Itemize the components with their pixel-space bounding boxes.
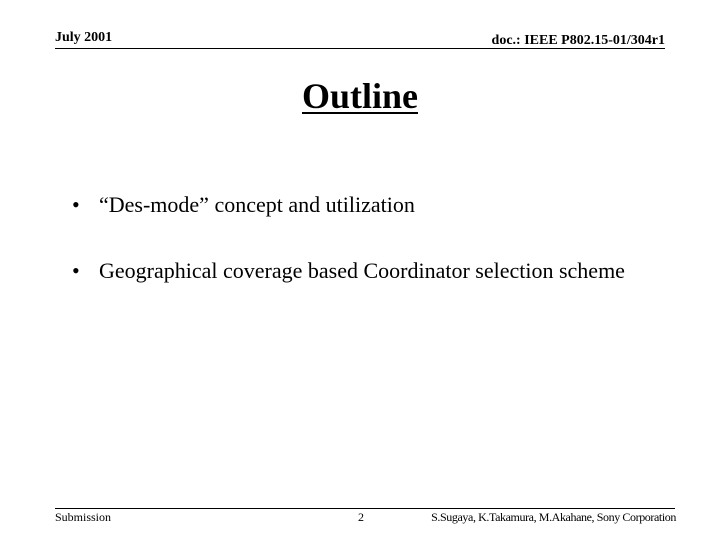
bullet-item-des-mode — [72, 190, 652, 220]
footer-page-number: 2 — [358, 510, 364, 524]
bullet-text: Geographical coverage based Coordinator selection scheme — [99, 258, 625, 283]
bullet-list — [72, 190, 652, 286]
footer-authors: S.Sugaya, K.Takamura, M.Akahane, Sony Corporation — [431, 510, 676, 524]
slide-title-container — [0, 74, 720, 118]
header-doc-id: doc.: IEEE P802.15-01/304r1 — [491, 33, 665, 48]
footer-divider — [55, 508, 675, 509]
slide-title: Outline — [301, 76, 418, 116]
bullet-dot-icon: • — [72, 192, 80, 217]
footer-submission: Submission — [55, 510, 112, 524]
bullet-text: “Des-mode” concept and utilization — [99, 192, 415, 217]
bullet-dot-icon: • — [72, 258, 80, 283]
header-date: July 2001 — [55, 30, 113, 45]
bullet-item-coordinator-selection — [72, 256, 652, 286]
header-divider — [55, 48, 665, 49]
